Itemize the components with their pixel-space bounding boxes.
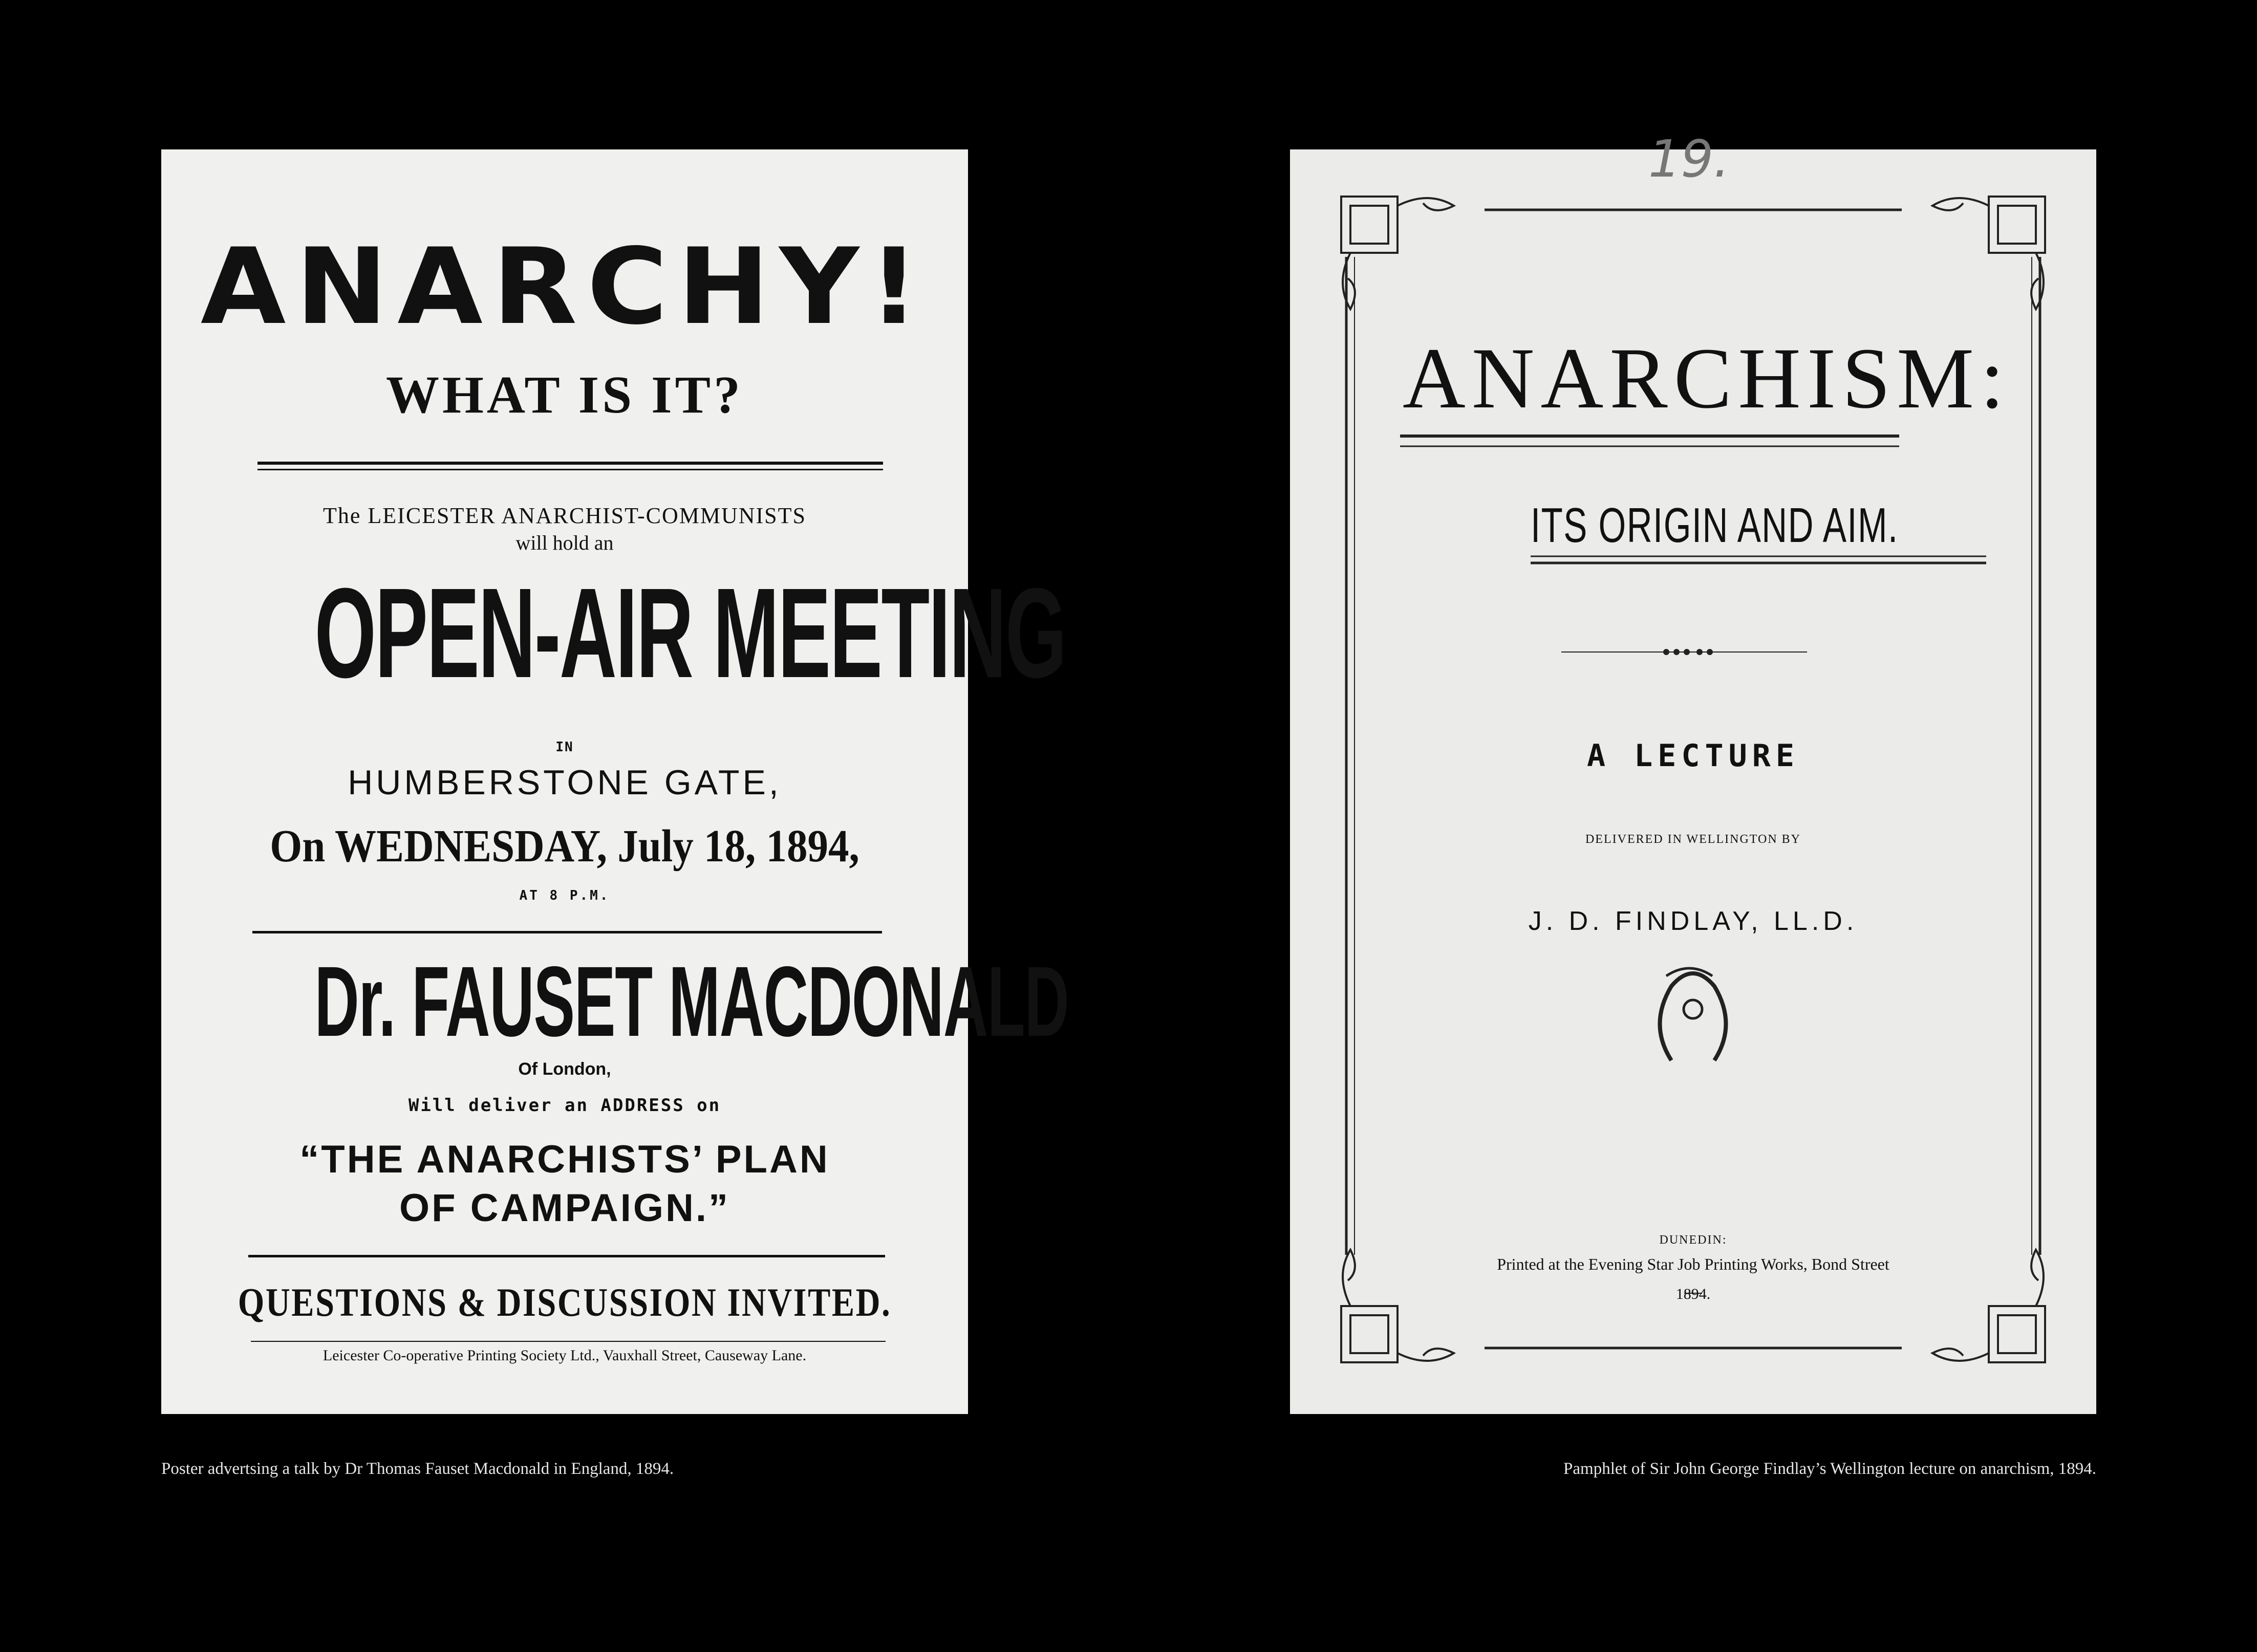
poster-in: IN	[555, 740, 574, 755]
poster-headline: ANARCHY!	[200, 226, 929, 348]
poster-topic-line1: “THE ANARCHISTS’ PLAN	[299, 1138, 830, 1181]
divider	[257, 469, 883, 470]
pamphlet-year: 1894.	[1675, 1286, 1711, 1302]
poster-will-hold: will hold an	[515, 531, 614, 554]
handwritten-number: 19.	[1648, 129, 1730, 189]
caption-left: Poster advertsing a talk by Dr Thomas Fauset Macdonald in England, 1894.	[161, 1460, 674, 1478]
divider	[248, 1255, 885, 1257]
pamphlet-printer: Printed at the Evening Star Job Printing Works, Bond Street	[1497, 1255, 1889, 1273]
poster-image	[161, 149, 1069, 1414]
pamphlet-city: DUNEDIN:	[1659, 1233, 1727, 1247]
pamphlet-image	[1290, 129, 2096, 1414]
poster-questions: QUESTIONS & DISCUSSION INVITED.	[238, 1280, 892, 1324]
poster-topic-line2: OF CAMPAIGN.”	[399, 1186, 730, 1230]
divider	[251, 1341, 886, 1342]
divider	[252, 931, 882, 933]
poster-subheadline: WHAT IS IT?	[386, 365, 743, 424]
poster-event: OPEN-AIR MEETING	[314, 561, 1066, 704]
caption-right: Pamphlet of Sir John George Findlay’s Wellington lecture on anarchism, 1894.	[1563, 1460, 2096, 1478]
pamphlet-delivered: DELIVERED IN WELLINGTON BY	[1585, 833, 1801, 846]
poster-location: HUMBERSTONE GATE,	[348, 763, 782, 802]
horseshoe-emblem	[1660, 968, 1726, 1060]
poster-printer: Leicester Co-operative Printing Society Ltd., Vauxhall Street, Causeway Lane.	[323, 1347, 807, 1364]
poster-date: On WEDNESDAY, July 18, 1894,	[270, 821, 859, 872]
poster-deliver: Will deliver an ADDRESS on	[408, 1095, 721, 1116]
divider	[257, 462, 883, 465]
pamphlet-title: ANARCHISM:	[1403, 330, 2011, 426]
poster-speaker-origin: Of London,	[518, 1059, 611, 1079]
pamphlet-author: J. D. FINDLAY, LL.D.	[1528, 906, 1858, 936]
poster-speaker: Dr. FAUSET MACDONALD	[314, 946, 1069, 1057]
pamphlet-subtitle: ITS ORIGIN AND AIM.	[1531, 498, 1899, 553]
pamphlet-lecture: A LECTURE	[1586, 738, 1800, 774]
poster-organizer: The LEICESTER ANARCHIST-COMMUNISTS	[323, 503, 806, 528]
poster-time: AT 8 P.M.	[519, 888, 610, 903]
